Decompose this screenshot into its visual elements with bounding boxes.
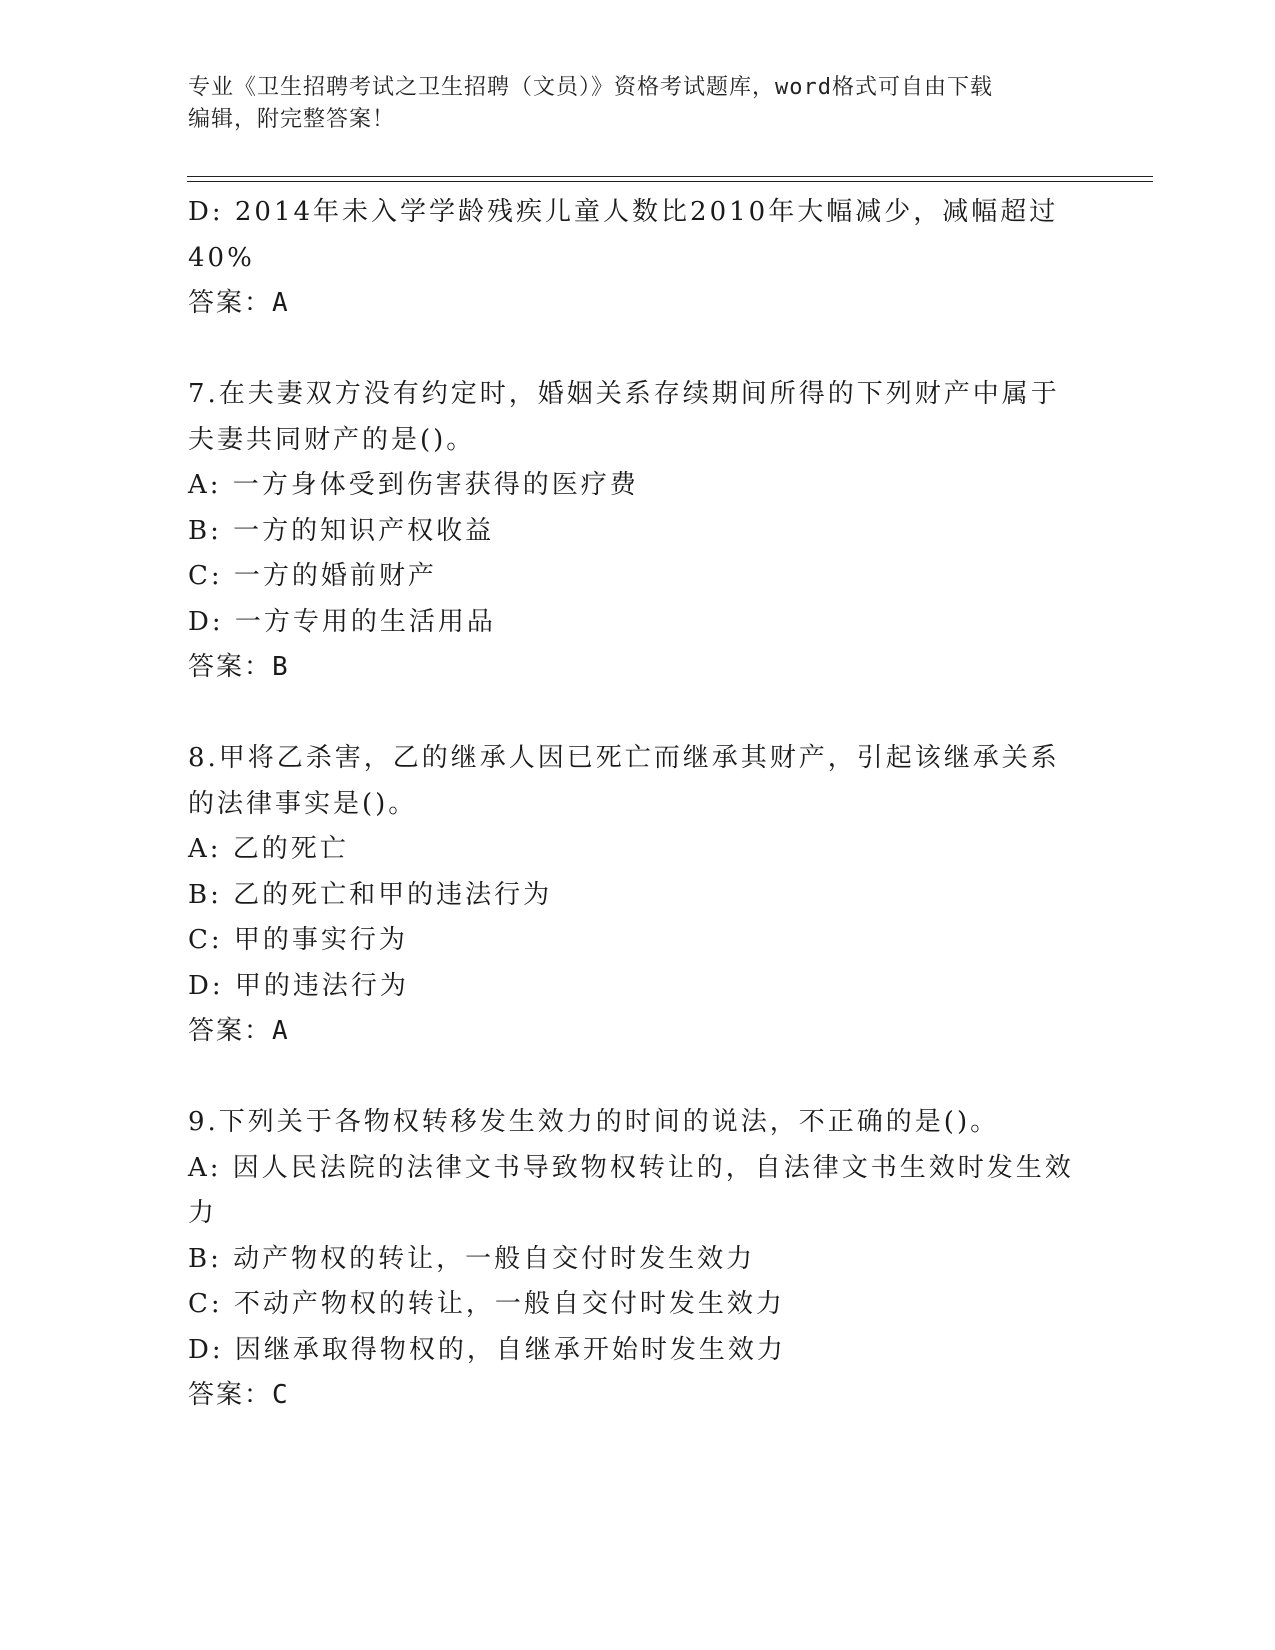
option-d: D: 甲的违法行为 <box>188 970 409 1001</box>
document-body <box>188 190 1108 1419</box>
question-8 <box>188 736 1108 1055</box>
header-divider-top <box>187 176 1153 177</box>
question-7 <box>188 372 1108 691</box>
option-b: B: 一方的知识产权收益 <box>188 515 495 546</box>
question-stem: 8.甲将乙杀害，乙的继承人因已死亡而继承其财产，引起该继承关系 <box>188 743 1060 773</box>
header-divider-bottom <box>187 181 1153 182</box>
option-d: D: 一方专用的生活用品 <box>188 606 496 637</box>
question-9 <box>188 1100 1108 1419</box>
previous-question-tail <box>188 190 1108 327</box>
option-c: C: 甲的事实行为 <box>188 925 408 955</box>
question-stem: 9.下列关于各物权转移发生效力的时间的说法，不正确的是()。 <box>188 1107 1000 1137</box>
option-c: C: 不动产物权的转让，一般自交付时发生效力 <box>188 1289 785 1319</box>
option-b: B: 乙的死亡和甲的违法行为 <box>188 879 553 910</box>
option-d: D: 因继承取得物权的，自继承开始时发生效力 <box>188 1334 786 1365</box>
option-a: A: 一方身体受到伤害获得的医疗费 <box>188 470 639 500</box>
option-a-continued: 力 <box>188 1198 218 1228</box>
option-c: C: 一方的婚前财产 <box>188 561 437 591</box>
option-a: A: 因人民法院的法律文书导致物权转让的，自法律文书生效时发生效 <box>188 1152 1074 1183</box>
question-stem-continued: 的法律事实是()。 <box>188 788 418 819</box>
header-line-1: 专业《卫生招聘考试之卫生招聘（文员）》资格考试题库，word格式可自由下载 <box>188 75 993 100</box>
answer: 答案：B <box>188 652 290 682</box>
header-line-2: 编辑，附完整答案！ <box>188 107 396 132</box>
page-header <box>188 72 1088 136</box>
option-d-continued: 40% <box>188 242 255 273</box>
answer: 答案：A <box>188 288 290 318</box>
answer: 答案：A <box>188 1016 290 1046</box>
question-stem: 7.在夫妻双方没有约定时，婚姻关系存续期间所得的下列财产中属于 <box>188 379 1060 409</box>
question-stem-continued: 夫妻共同财产的是()。 <box>188 424 476 455</box>
answer: 答案：C <box>188 1380 290 1410</box>
option-d: D: 2014年未入学学龄残疾儿童人数比2010年大幅减少，减幅超过 <box>188 197 1059 227</box>
option-b: B: 动产物权的转让，一般自交付时发生效力 <box>188 1243 756 1274</box>
option-a: A: 乙的死亡 <box>188 834 349 864</box>
